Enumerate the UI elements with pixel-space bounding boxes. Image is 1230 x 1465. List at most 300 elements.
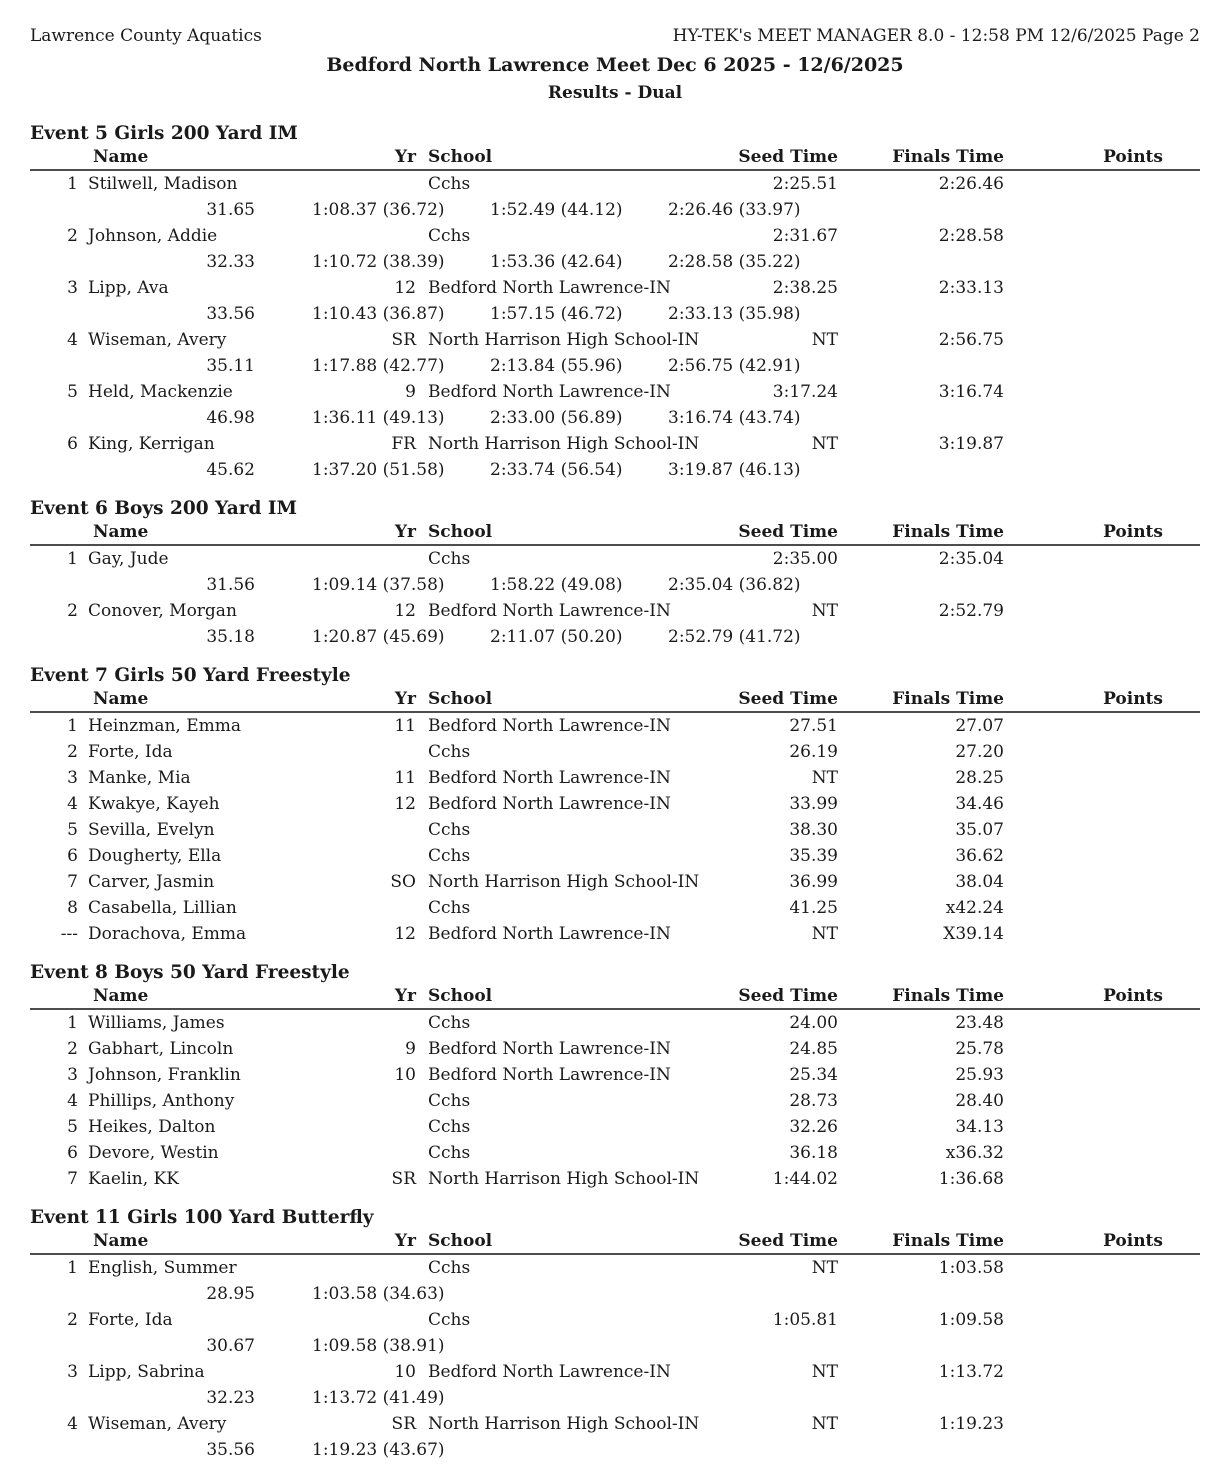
year: SR <box>391 1414 416 1434</box>
finals-time: x42.24 <box>945 898 1004 918</box>
year <box>390 546 416 572</box>
place: 6 <box>67 434 78 454</box>
finals-time: 3:19.87 <box>938 434 1004 454</box>
finals-time: 36.62 <box>955 846 1004 866</box>
splits-row <box>30 353 1200 379</box>
col-school-header: School <box>428 1231 493 1251</box>
school: Cchs <box>428 846 471 866</box>
split-time: 1:03.58 (34.63) <box>312 1284 445 1304</box>
col-points-header: Points <box>1103 1231 1163 1251</box>
swimmer-name: King, Kerrigan <box>88 434 215 454</box>
finals-time: 2:35.04 <box>938 549 1004 569</box>
col-points-header: Points <box>1103 522 1163 542</box>
school: Bedford North Lawrence-IN <box>428 924 671 944</box>
result-row <box>30 843 1200 869</box>
seed-time: 2:25.51 <box>772 174 838 194</box>
finals-time: 1:36.68 <box>938 1169 1004 1189</box>
result-row <box>30 791 1200 817</box>
swimmer-name: Heinzman, Emma <box>88 716 242 736</box>
finals-time: 34.46 <box>955 794 1004 814</box>
year <box>390 1255 416 1281</box>
splits-row <box>30 572 1200 598</box>
seed-time: NT <box>811 601 838 621</box>
finals-time: 2:28.58 <box>938 226 1004 246</box>
col-yr-header: Yr <box>394 689 416 709</box>
seed-time: NT <box>811 330 838 350</box>
school: North Harrison High School-IN <box>428 1169 700 1189</box>
school: Bedford North Lawrence-IN <box>428 382 671 402</box>
result-row <box>30 1307 1200 1333</box>
school: Cchs <box>428 549 471 569</box>
col-seed-time-header: Seed Time <box>738 1231 838 1251</box>
col-name-header: Name <box>93 522 149 542</box>
swimmer-name: Wiseman, Avery <box>88 1414 227 1434</box>
swimmer-name: Lipp, Sabrina <box>88 1362 205 1382</box>
year <box>390 817 416 843</box>
place: 3 <box>67 278 78 298</box>
year: 11 <box>394 768 416 788</box>
split-time: 2:28.58 (35.22) <box>668 252 801 272</box>
split-time: 1:37.20 (51.58) <box>312 460 445 480</box>
col-finals-time-header: Finals Time <box>892 522 1004 542</box>
points <box>1004 791 1163 817</box>
points <box>1004 1036 1163 1062</box>
seed-time: NT <box>811 924 838 944</box>
split-time: 1:17.88 (42.77) <box>312 356 445 376</box>
place: --- <box>60 924 78 944</box>
place: 7 <box>67 872 78 892</box>
school: Cchs <box>428 820 471 840</box>
swimmer-name: Forte, Ida <box>88 1310 173 1330</box>
points <box>1004 1010 1163 1036</box>
points <box>1004 223 1163 249</box>
report-meta: HY-TEK's MEET MANAGER 8.0 - 12:58 PM 12/6/2025 Page 2 <box>672 26 1200 46</box>
seed-time: 26.19 <box>789 742 838 762</box>
result-row <box>30 713 1200 739</box>
seed-time: NT <box>811 434 838 454</box>
result-row <box>30 598 1200 624</box>
event-title: Event 6 Boys 200 Yard IM <box>30 498 298 519</box>
split-time: 1:52.49 (44.12) <box>490 200 623 220</box>
col-seed-time-header: Seed Time <box>738 986 838 1006</box>
col-name-header: Name <box>93 1231 149 1251</box>
column-header-row <box>30 521 1200 546</box>
finals-time: 28.40 <box>955 1091 1004 1111</box>
col-place-header <box>30 146 78 169</box>
points <box>1004 171 1163 197</box>
place: 2 <box>67 1039 78 1059</box>
split-time: 2:56.75 (42.91) <box>668 356 801 376</box>
swimmer-name: Kaelin, KK <box>88 1169 179 1189</box>
col-points-header: Points <box>1103 689 1163 709</box>
result-row <box>30 817 1200 843</box>
swimmer-name: Wiseman, Avery <box>88 330 227 350</box>
result-row <box>30 275 1200 301</box>
school: Cchs <box>428 742 471 762</box>
split-time: 2:33.13 (35.98) <box>668 304 801 324</box>
swimmer-name: Johnson, Franklin <box>88 1065 241 1085</box>
col-name-header: Name <box>93 147 149 167</box>
school: Cchs <box>428 1013 471 1033</box>
swimmer-name: Dougherty, Ella <box>88 846 222 866</box>
split-time: 1:36.11 (49.13) <box>312 408 445 428</box>
points <box>1004 869 1163 895</box>
splits-row <box>30 301 1200 327</box>
event-section <box>30 498 1200 650</box>
place: 2 <box>67 1310 78 1330</box>
split-time: 1:09.58 (38.91) <box>312 1336 445 1356</box>
result-row <box>30 1255 1200 1281</box>
place: 6 <box>67 1143 78 1163</box>
school: North Harrison High School-IN <box>428 434 700 454</box>
place: 2 <box>67 601 78 621</box>
result-row <box>30 1140 1200 1166</box>
year <box>390 1140 416 1166</box>
col-yr-header: Yr <box>394 522 416 542</box>
split-time: 28.95 <box>206 1284 255 1304</box>
split-time: 2:26.46 (33.97) <box>668 200 801 220</box>
result-row <box>30 431 1200 457</box>
year <box>390 895 416 921</box>
meet-title: Bedford North Lawrence Meet Dec 6 2025 - 12/6/2025 <box>326 54 904 76</box>
result-row <box>30 869 1200 895</box>
swimmer-name: Devore, Westin <box>88 1143 219 1163</box>
seed-time: 33.99 <box>789 794 838 814</box>
col-finals-time-header: Finals Time <box>892 1231 1004 1251</box>
splits-row <box>30 197 1200 223</box>
place: 1 <box>67 174 78 194</box>
swimmer-name: Stilwell, Madison <box>88 174 238 194</box>
place: 1 <box>67 716 78 736</box>
year: 12 <box>394 278 416 298</box>
split-time: 45.62 <box>206 460 255 480</box>
col-name-header: Name <box>93 986 149 1006</box>
place: 4 <box>67 794 78 814</box>
col-place-header <box>30 985 78 1008</box>
split-time: 2:52.79 (41.72) <box>668 627 801 647</box>
school: Cchs <box>428 898 471 918</box>
result-row <box>30 327 1200 353</box>
school: Cchs <box>428 226 471 246</box>
school: Cchs <box>428 1143 471 1163</box>
points <box>1004 431 1163 457</box>
split-time: 3:19.87 (46.13) <box>668 460 801 480</box>
swimmer-name: Manke, Mia <box>88 768 191 788</box>
result-row <box>30 921 1200 947</box>
place: 2 <box>67 742 78 762</box>
seed-time: 2:35.00 <box>772 549 838 569</box>
events-container <box>30 123 1200 1463</box>
place: 3 <box>67 1362 78 1382</box>
col-place-header <box>30 688 78 711</box>
points <box>1004 1411 1163 1437</box>
split-time: 2:11.07 (50.20) <box>490 627 623 647</box>
year <box>390 1088 416 1114</box>
split-time: 33.56 <box>206 304 255 324</box>
school: Bedford North Lawrence-IN <box>428 1065 671 1085</box>
finals-time: 35.07 <box>955 820 1004 840</box>
seed-time: NT <box>811 1362 838 1382</box>
seed-time: 24.00 <box>789 1013 838 1033</box>
school: North Harrison High School-IN <box>428 1414 700 1434</box>
col-place-header <box>30 521 78 544</box>
split-time: 35.18 <box>206 627 255 647</box>
seed-time: 1:05.81 <box>772 1310 838 1330</box>
finals-time: 28.25 <box>955 768 1004 788</box>
col-points-header: Points <box>1103 986 1163 1006</box>
year <box>390 223 416 249</box>
seed-time: 1:44.02 <box>772 1169 838 1189</box>
swimmer-name: Gay, Jude <box>88 549 169 569</box>
col-yr-header: Yr <box>394 147 416 167</box>
split-time: 32.33 <box>206 252 255 272</box>
split-time: 1:57.15 (46.72) <box>490 304 623 324</box>
school: Bedford North Lawrence-IN <box>428 1362 671 1382</box>
col-school-header: School <box>428 147 493 167</box>
col-yr-header: Yr <box>394 986 416 1006</box>
year: 9 <box>405 1039 416 1059</box>
splits-row <box>30 249 1200 275</box>
year: SR <box>391 1169 416 1189</box>
event-section <box>30 665 1200 947</box>
column-header-row <box>30 1230 1200 1255</box>
report-header <box>30 26 1200 46</box>
place: 5 <box>67 820 78 840</box>
place: 4 <box>67 330 78 350</box>
finals-time: 1:13.72 <box>938 1362 1004 1382</box>
school: Cchs <box>428 1258 471 1278</box>
result-row <box>30 171 1200 197</box>
splits-row <box>30 1437 1200 1463</box>
split-time: 1:09.14 (37.58) <box>312 575 445 595</box>
school: Bedford North Lawrence-IN <box>428 768 671 788</box>
result-row <box>30 895 1200 921</box>
school: Bedford North Lawrence-IN <box>428 278 671 298</box>
column-header-row <box>30 688 1200 713</box>
seed-time: 3:17.24 <box>772 382 838 402</box>
splits-row <box>30 1281 1200 1307</box>
place: 4 <box>67 1414 78 1434</box>
event-section <box>30 1207 1200 1463</box>
year: SO <box>390 872 416 892</box>
year <box>390 171 416 197</box>
col-finals-time-header: Finals Time <box>892 986 1004 1006</box>
result-row <box>30 1036 1200 1062</box>
school: Cchs <box>428 1091 471 1111</box>
split-time: 1:10.43 (36.87) <box>312 304 445 324</box>
points <box>1004 1307 1163 1333</box>
place: 4 <box>67 1091 78 1111</box>
finals-time: 38.04 <box>955 872 1004 892</box>
result-row <box>30 1359 1200 1385</box>
split-time: 2:33.00 (56.89) <box>490 408 623 428</box>
points <box>1004 379 1163 405</box>
school: Bedford North Lawrence-IN <box>428 601 671 621</box>
col-seed-time-header: Seed Time <box>738 689 838 709</box>
swimmer-name: Carver, Jasmin <box>88 872 215 892</box>
split-time: 35.56 <box>206 1440 255 1460</box>
split-time: 2:35.04 (36.82) <box>668 575 801 595</box>
swimmer-name: Gabhart, Lincoln <box>88 1039 234 1059</box>
year: 11 <box>394 716 416 736</box>
event-title: Event 7 Girls 50 Yard Freestyle <box>30 665 351 686</box>
swimmer-name: Conover, Morgan <box>88 601 237 621</box>
school: Bedford North Lawrence-IN <box>428 794 671 814</box>
swimmer-name: Heikes, Dalton <box>88 1117 216 1137</box>
split-time: 1:08.37 (36.72) <box>312 200 445 220</box>
year: 12 <box>394 924 416 944</box>
finals-time: X39.14 <box>943 924 1004 944</box>
col-points-header: Points <box>1103 147 1163 167</box>
year: 12 <box>394 794 416 814</box>
seed-time: 24.85 <box>789 1039 838 1059</box>
split-time: 2:13.84 (55.96) <box>490 356 623 376</box>
swimmer-name: Williams, James <box>88 1013 225 1033</box>
school: North Harrison High School-IN <box>428 330 700 350</box>
place: 1 <box>67 549 78 569</box>
seed-time: 32.26 <box>789 1117 838 1137</box>
result-row <box>30 223 1200 249</box>
finals-time: 1:03.58 <box>938 1258 1004 1278</box>
col-school-header: School <box>428 986 493 1006</box>
seed-time: NT <box>811 1258 838 1278</box>
result-row <box>30 1088 1200 1114</box>
finals-time: 2:33.13 <box>938 278 1004 298</box>
split-time: 1:19.23 (43.67) <box>312 1440 445 1460</box>
seed-time: NT <box>811 1414 838 1434</box>
finals-time: 1:19.23 <box>938 1414 1004 1434</box>
swimmer-name: Casabella, Lillian <box>88 898 237 918</box>
place: 8 <box>67 898 78 918</box>
column-header-row <box>30 985 1200 1010</box>
place: 6 <box>67 846 78 866</box>
event-title: Event 5 Girls 200 Yard IM <box>30 123 298 144</box>
school: Bedford North Lawrence-IN <box>428 1039 671 1059</box>
swimmer-name: Phillips, Anthony <box>88 1091 235 1111</box>
split-time: 32.23 <box>206 1388 255 1408</box>
event-title: Event 11 Girls 100 Yard Butterfly <box>30 1207 374 1228</box>
seed-time: 2:38.25 <box>772 278 838 298</box>
points <box>1004 843 1163 869</box>
seed-time: 36.18 <box>789 1143 838 1163</box>
finals-time: 27.20 <box>955 742 1004 762</box>
split-time: 35.11 <box>206 356 255 376</box>
split-time: 3:16.74 (43.74) <box>668 408 801 428</box>
finals-time: 2:56.75 <box>938 330 1004 350</box>
team-name: Lawrence County Aquatics <box>30 26 262 46</box>
year: 10 <box>394 1065 416 1085</box>
year <box>390 1307 416 1333</box>
swimmer-name: Forte, Ida <box>88 742 173 762</box>
splits-row <box>30 1333 1200 1359</box>
result-row <box>30 546 1200 572</box>
result-row <box>30 1411 1200 1437</box>
col-yr-header: Yr <box>394 1231 416 1251</box>
swimmer-name: Dorachova, Emma <box>88 924 247 944</box>
year: 12 <box>394 601 416 621</box>
event-section <box>30 123 1200 483</box>
year: 9 <box>405 382 416 402</box>
result-row <box>30 1062 1200 1088</box>
place: 3 <box>67 768 78 788</box>
finals-time: 25.78 <box>955 1039 1004 1059</box>
result-row <box>30 379 1200 405</box>
split-time: 1:13.72 (41.49) <box>312 1388 445 1408</box>
seed-time: 27.51 <box>789 716 838 736</box>
split-time: 1:53.36 (42.64) <box>490 252 623 272</box>
place: 5 <box>67 1117 78 1137</box>
finals-time: 23.48 <box>955 1013 1004 1033</box>
finals-time: 25.93 <box>955 1065 1004 1085</box>
seed-time: 28.73 <box>789 1091 838 1111</box>
event-title: Event 8 Boys 50 Yard Freestyle <box>30 962 350 983</box>
school: Cchs <box>428 1117 471 1137</box>
year: SR <box>391 330 416 350</box>
points <box>1004 921 1163 947</box>
place: 7 <box>67 1169 78 1189</box>
col-school-header: School <box>428 689 493 709</box>
points <box>1004 598 1163 624</box>
points <box>1004 275 1163 301</box>
finals-time: 2:52.79 <box>938 601 1004 621</box>
points <box>1004 817 1163 843</box>
seed-time: 25.34 <box>789 1065 838 1085</box>
splits-row <box>30 405 1200 431</box>
result-row <box>30 1114 1200 1140</box>
year: 10 <box>394 1362 416 1382</box>
place: 3 <box>67 1065 78 1085</box>
col-seed-time-header: Seed Time <box>738 522 838 542</box>
year <box>390 1010 416 1036</box>
place: 1 <box>67 1013 78 1033</box>
splits-row <box>30 1385 1200 1411</box>
school: North Harrison High School-IN <box>428 872 700 892</box>
seed-time: 38.30 <box>789 820 838 840</box>
col-place-header <box>30 1230 78 1253</box>
results-subtitle: Results - Dual <box>547 83 683 103</box>
seed-time: NT <box>811 768 838 788</box>
place: 2 <box>67 226 78 246</box>
swimmer-name: Held, Mackenzie <box>88 382 233 402</box>
splits-row <box>30 624 1200 650</box>
points <box>1004 1255 1163 1281</box>
points <box>1004 1359 1163 1385</box>
event-section <box>30 962 1200 1192</box>
points <box>1004 739 1163 765</box>
year <box>390 739 416 765</box>
points <box>1004 765 1163 791</box>
swimmer-name: Lipp, Ava <box>88 278 169 298</box>
col-finals-time-header: Finals Time <box>892 689 1004 709</box>
split-time: 46.98 <box>206 408 255 428</box>
finals-time: x36.32 <box>945 1143 1004 1163</box>
points <box>1004 327 1163 353</box>
col-finals-time-header: Finals Time <box>892 147 1004 167</box>
seed-time: 35.39 <box>789 846 838 866</box>
split-time: 1:10.72 (38.39) <box>312 252 445 272</box>
points <box>1004 713 1163 739</box>
result-row <box>30 1166 1200 1192</box>
swimmer-name: Kwakye, Kayeh <box>88 794 220 814</box>
points <box>1004 1114 1163 1140</box>
school: Cchs <box>428 1310 471 1330</box>
points <box>1004 895 1163 921</box>
result-row <box>30 765 1200 791</box>
swimmer-name: Johnson, Addie <box>88 226 218 246</box>
points <box>1004 1062 1163 1088</box>
split-time: 2:33.74 (56.54) <box>490 460 623 480</box>
split-time: 1:20.87 (45.69) <box>312 627 445 647</box>
